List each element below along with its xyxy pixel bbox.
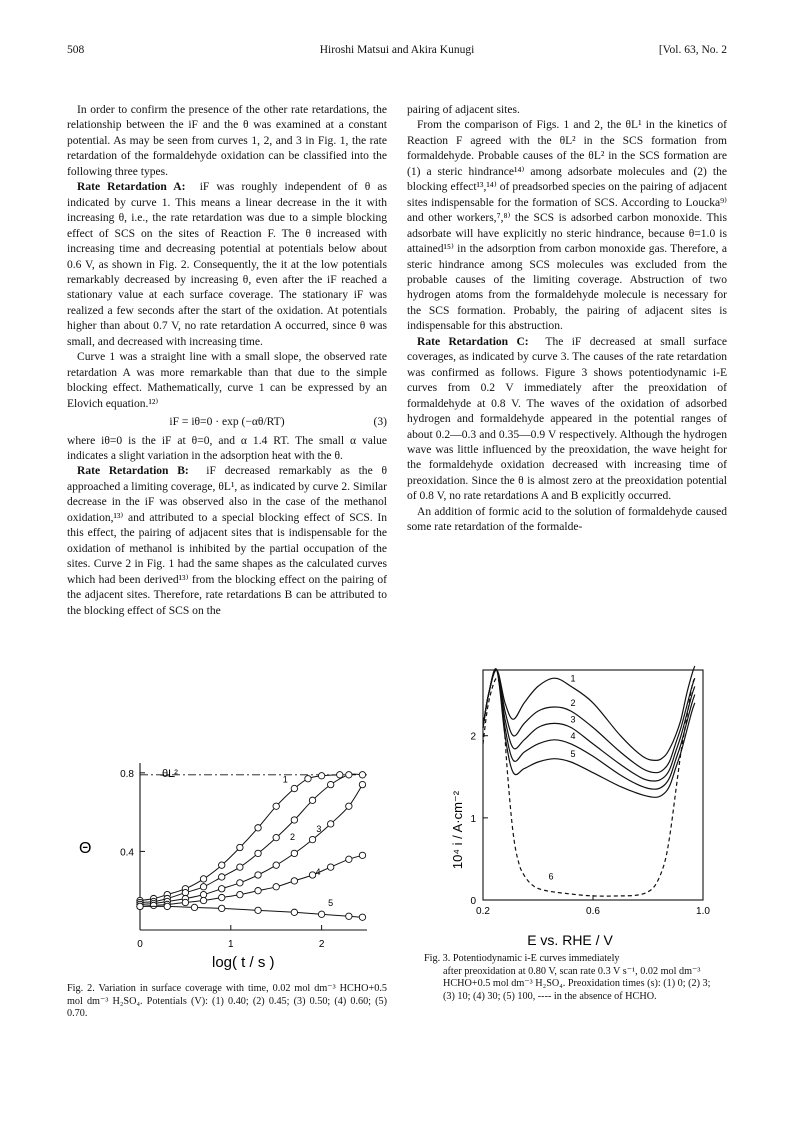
series-2-point <box>309 797 315 803</box>
series-6-label: 6 <box>548 871 554 882</box>
paragraph <box>67 180 387 350</box>
series-2-point <box>273 834 279 840</box>
figure-2 <box>67 755 387 980</box>
figure-3-xlabel: E vs. RHE / V <box>527 932 613 948</box>
series-3-point <box>255 872 261 878</box>
figure-3 <box>420 660 720 950</box>
series-5-label: 5 <box>570 749 576 759</box>
series-5-label: 5 <box>328 898 334 909</box>
series-2-curve <box>140 774 363 902</box>
equation-number: (3) <box>373 416 387 429</box>
series-3-point <box>346 803 352 809</box>
series-3-point <box>309 836 315 842</box>
series-5-point <box>191 904 197 910</box>
page-header <box>67 44 727 60</box>
section-heading: Rate Retardation A: <box>77 181 186 194</box>
series-3-point <box>273 862 279 868</box>
series-2-label: 2 <box>570 698 576 709</box>
series-2-point <box>327 781 333 787</box>
paragraph-text: The iF decreased at small surface coverages, as indicated by curve 3. The causes of the rate retardation was confirmed as follows. Figure 3 shows potentiodynamic i-E curves from 0.2 V immediately after the preoxidation of formaldehyde at 0.8 V. The waves of the oxidation of adsorbed hydrogen and formaldehyde appeared in the potential ranges of about 0.2—0.3 and 0.35—0.9 V respectively. Although the hydrogen wave was little influenced by the preoxidation, the wave height for the formaldehyde oxidation decreased with increasing time of preoxidation. Since the θ is almost zero at the preoxidation potential of 0.8 V, no rate retardations A and B explicitly occurred. <box>407 335 727 503</box>
series-4-label: 4 <box>315 867 321 878</box>
figure-3-ylabel: 10⁴ i / A·cm⁻² <box>450 790 465 870</box>
series-4-point <box>219 894 225 900</box>
y-tick-label: 1 <box>470 813 476 825</box>
series-5-point <box>255 907 261 913</box>
series-3-point <box>291 850 297 856</box>
series-1-point <box>318 773 324 779</box>
series-4-point <box>327 864 333 870</box>
equation <box>67 415 387 430</box>
series-1-label: 1 <box>570 673 576 684</box>
series-1-point <box>237 844 243 850</box>
running-authors: Hiroshi Matsui and Akira Kunugi <box>319 44 475 56</box>
paragraph <box>67 464 387 619</box>
series-5-point <box>346 913 352 919</box>
series-2-point <box>359 772 365 778</box>
x-tick-label: 1.0 <box>696 906 710 917</box>
series-2-point <box>346 772 352 778</box>
series-4-point <box>200 897 206 903</box>
series-1-point <box>200 876 206 882</box>
series-5-point <box>137 903 143 909</box>
paragraph-text: iF decreased remarkably as the θ approached a limiting coverage, θL¹, as indicated by curve 2. Similar decrease in the iF was observed also in the case of the methanol oxidation,¹³⁾ and attributed to a special blocking effect of SCS. In this effect, the pairing of adjacent sites that is indispensable for the oxidation of methanol is inhibited by the partial occupation of the sites. Curve 2 in Fig. 1 had the same shapes as the calculated curves which had been derived¹³⁾ from the blocking effect on the pairing of the adjacent sites. Therefore, rate retardations B can be attributed to the blocking effect of SCS on the <box>67 465 387 617</box>
series-2-point <box>200 884 206 890</box>
figure-2-theta-label: θL² <box>162 768 178 780</box>
series-6-curve <box>483 678 695 896</box>
section-heading: Rate Retardation B: <box>77 465 189 478</box>
paragraph: pairing of adjacent sites. <box>407 104 520 116</box>
series-4-label: 4 <box>570 730 576 741</box>
y-tick-label: 0 <box>470 896 476 907</box>
series-3-curve <box>483 669 695 781</box>
series-2-point <box>219 874 225 880</box>
section-heading: Rate Retardation C: <box>417 335 529 348</box>
series-4-point <box>150 902 156 908</box>
series-3-point <box>327 821 333 827</box>
x-tick-label: 0 <box>137 939 143 950</box>
x-tick-label: 0.6 <box>586 906 600 917</box>
paragraph: where iθ=0 is the iF at θ=0, and α 1.4 RT. The small α value indicates a slight variation in the adsorption heat with the θ. <box>67 434 387 462</box>
figure-2-xlabel: log( t / s ) <box>212 954 275 971</box>
series-3-point <box>359 781 365 787</box>
series-2-point <box>182 889 188 895</box>
series-1-point <box>219 862 225 868</box>
series-5-point <box>219 905 225 911</box>
series-3-point <box>219 886 225 892</box>
paragraph: Curve 1 was a straight line with a small slope, the observed rate retardation A was more remarkable than that due to the simple blocking effect. Mathematically, curve 1 can be expressed by an Elovich equation.¹²⁾ <box>67 351 387 410</box>
series-2-point <box>255 850 261 856</box>
y-tick-label: 0.8 <box>120 768 134 780</box>
series-3-point <box>237 880 243 886</box>
y-tick-label: 2 <box>470 731 476 743</box>
y-tick-label: 0.4 <box>120 847 134 859</box>
series-1-label: 1 <box>282 774 288 785</box>
paragraph: An addition of formic acid to the solution of formaldehyde caused some rate retardation of the formalde- <box>407 505 727 534</box>
series-5-point <box>164 903 170 909</box>
series-5-point <box>318 911 324 917</box>
series-4-point <box>291 878 297 884</box>
series-5-point <box>291 909 297 915</box>
x-tick-label: 0.2 <box>476 906 490 917</box>
series-1-curve <box>483 666 695 761</box>
series-3-label: 3 <box>570 714 576 725</box>
series-4-point <box>273 884 279 890</box>
series-5-point <box>359 914 365 920</box>
series-2-point <box>237 864 243 870</box>
x-tick-label: 1 <box>228 939 234 950</box>
series-4-point <box>359 852 365 858</box>
paragraph: In order to confirm the presence of the other rate retardations, the relationship between the iF and the θ was examined at a constant potential. As may be seen from curves 1, 2, and 3 in Fig. 1, the rate retardation of the formaldehyde oxidation can be classified into the following three types. <box>67 104 387 178</box>
series-4-point <box>346 856 352 862</box>
series-4-point <box>182 899 188 905</box>
series-4-point <box>237 891 243 897</box>
figure-3-caption-line1: Fig. 3. Potentiodynamic i-E curves immediately <box>424 953 620 964</box>
series-3-label: 3 <box>316 823 322 834</box>
series-3-curve <box>140 785 363 905</box>
paragraph: From the comparison of Figs. 1 and 2, the θL¹ in the kinetics of Reaction F agreed with the θL² in the SCS formation from formaldehyde. Probable causes of the θL² in the SCS formation are (1) a steric hindrance¹⁴⁾ among adsorbate molecules and (2) the blocking effect¹³,¹⁴⁾ of preadsorbed species on the pairing of adjacent sites indispensable for the formation of SCS. According to Loucka⁹⁾ and other workers,⁷,⁸⁾ the SCS is adsorbed carbon monoxide. This adsorbate will have explicitly no steric hindrance, because θ=1.0 is attained¹⁵⁾ in the adsorption from carbon monoxide gas. Therefore, a steric hindrance among SCS molecules was excluded from the probable causes of the limiting coverage. Abstruction of two hydrogen atoms from the formaldehyde molecule is necessary for the SCS formation. Probably, the pairing of adjacent sites is indispensable for this abstruction. <box>407 119 727 333</box>
series-4-point <box>255 888 261 894</box>
paragraph <box>407 335 727 505</box>
page-number: 508 <box>67 44 85 56</box>
series-3-point <box>200 891 206 897</box>
paragraph-text: iF was roughly independent of θ as indicated by curve 1. This means a linear decrease in the it with increasing θ, i.e., the rate retardation was due to a simple blocking effect of SCS on the sites of Reaction F. The θ increased with increasing time and decreasing potential at potentials below about 0.6 V, as shown in Fig. 2. Consequently, the it at the low potentials remarkably decreased by increasing θ, even after the iF reached a stationary value at each surface coverage. The stationary iF was realized a few seconds after the start of the oxidation. At potentials higher than about 0.7 V, no rate retardation A occurred, since θ was small, and decreased with increasing time. <box>67 181 387 348</box>
figure-2-chart <box>67 755 387 980</box>
figure-3-caption <box>424 953 724 1003</box>
figure-2-ylabel: Θ <box>79 840 92 857</box>
series-1-point <box>291 785 297 791</box>
series-2-label: 2 <box>290 831 296 842</box>
series-1-point <box>305 776 311 782</box>
series-1-point <box>273 803 279 809</box>
series-1-point <box>337 772 343 778</box>
figure-2-caption: Fig. 2. Variation in surface coverage with time, 0.02 mol dm⁻³ HCHO+0.5 mol dm⁻³ H₂SO₄. Potentials (V): (1) 0.40; (2) 0.45; (3) 0.50; (4) 0.60; (5) 0.70. <box>67 983 387 1020</box>
figure-3-caption-body: after preoxidation at 0.80 V, scan rate 0.3 V s⁻¹, 0.02 mol dm⁻³ HCHO+0.5 mol dm⁻³ H₂SO₄. Preoxidation times (s): (1) 0; (2) 3; (3) 10; (4) 30; (5) 100, ---- in the absence of HCHO. <box>443 965 711 1002</box>
equation-body: iF = iθ=0 · exp (−αθ/RT) <box>169 416 285 429</box>
journal-volume: [Vol. 63, No. 2 <box>658 44 727 56</box>
figure-3-chart <box>420 660 720 950</box>
x-tick-label: 2 <box>318 939 325 950</box>
series-1-point <box>255 825 261 831</box>
left-column <box>67 103 387 619</box>
series-2-point <box>291 817 297 823</box>
right-column <box>407 103 727 536</box>
